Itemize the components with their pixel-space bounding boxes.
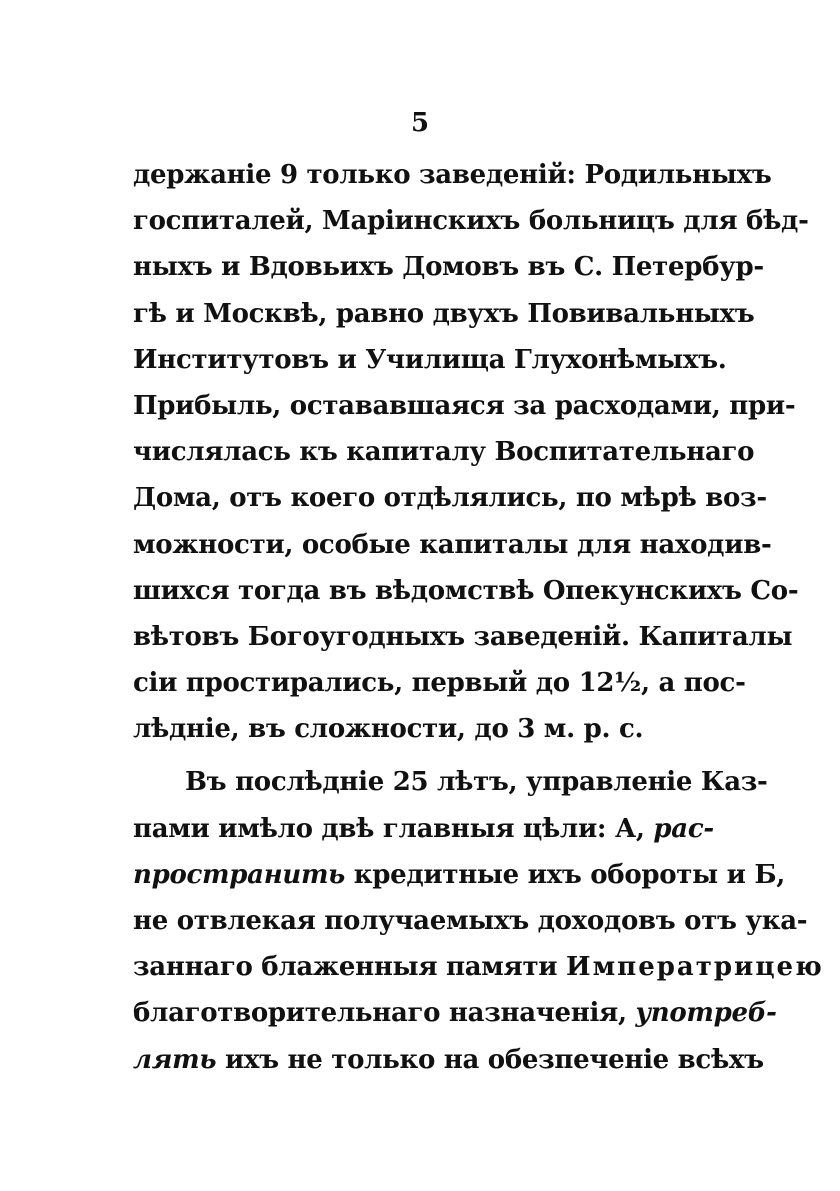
text-line: держанiе 9 только заведенiй: Родильныхъ (133, 160, 772, 190)
text-line: сiи простирались, первый до 12½, а пос- (133, 668, 746, 699)
text-segment: пами имѣло двѣ главныя цѣли: А, (133, 813, 645, 844)
text-line (133, 944, 824, 990)
text-line: можности, особые капиталы для находив- (133, 529, 772, 560)
text-segment: ихъ не только на обезпеченiе всѣхъ (224, 1044, 764, 1075)
text-segment: благотворительнаго назначенiя, (133, 998, 627, 1029)
text-line: госпиталей, Марiинскихъ больницъ для бѣд- (133, 206, 809, 237)
italic-emphasis: употреб- (635, 998, 777, 1029)
text-line: Дома, отъ коего отдѣлялись, по мѣрѣ воз- (133, 483, 767, 514)
page-number: 5 (410, 108, 430, 138)
text-line: числялась къ капиталу Воспитательнаго (133, 437, 755, 468)
paragraph-end-line: лѣднiе, въ сложности, до 3 м. р. с. (133, 714, 644, 745)
text-line (133, 852, 786, 898)
text-line (133, 1037, 764, 1083)
text-line: Прибыль, остававшаяся за расходами, при- (133, 390, 796, 421)
text-line: не отвлекая получаемыхъ доходовъ отъ ука- (133, 906, 808, 936)
text-segment: заннаго блаженныя памяти (133, 952, 558, 983)
body-text (133, 152, 824, 1083)
text-line (133, 990, 777, 1036)
text-line (133, 806, 714, 852)
paragraph-start-line: Въ послѣднiе 25 лѣтъ, управленiе Каз- (185, 767, 768, 798)
italic-emphasis: пространить (133, 859, 346, 890)
text-segment: кредитные ихъ обороты и Б, (345, 859, 786, 890)
text-line: ныхъ и Вдовьихъ Домовъ въ С. Петербур- (133, 252, 764, 283)
italic-emphasis: рас- (653, 813, 714, 844)
spaced-emphasis: Императрицею (566, 952, 824, 983)
text-line: вѣтовъ Богоугодныхъ заведенiй. Капиталы (133, 621, 793, 652)
text-line: Институтовъ и Училища Глухонѣмыхъ. (133, 344, 727, 375)
text-line: гѣ и Москвѣ, равно двухъ Повивальныхъ (133, 298, 755, 329)
italic-emphasis: лять (133, 1044, 217, 1075)
text-line: шихся тогда въ вѣдомствѣ Опекунскихъ Со- (133, 575, 799, 606)
